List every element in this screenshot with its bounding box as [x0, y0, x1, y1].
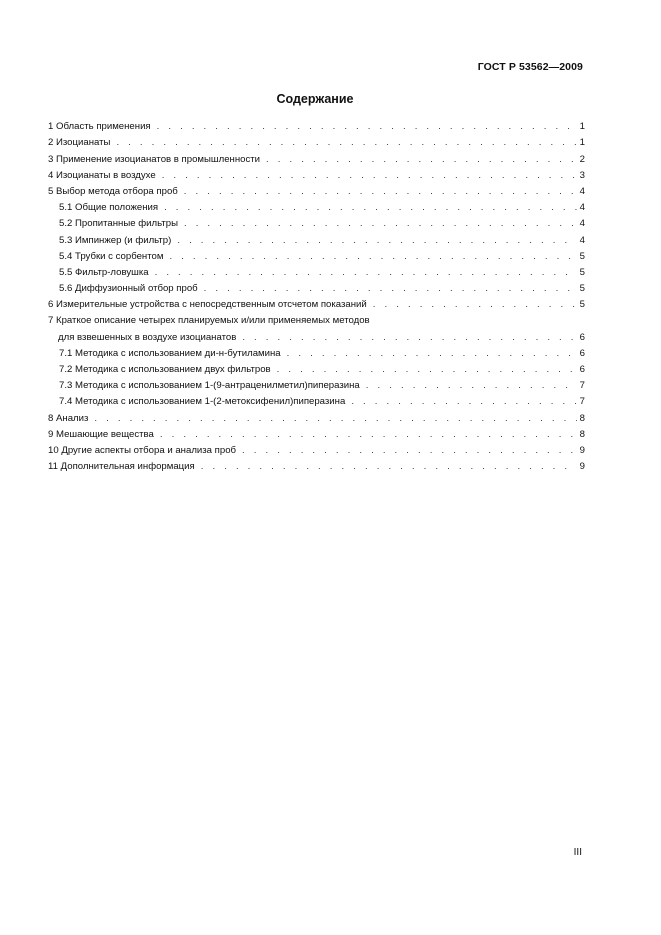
toc-entry-title: 7 Краткое описание четырех планируемых и/или применяемых методов [48, 315, 370, 327]
toc-leader-dots [158, 427, 577, 443]
toc-entry-title: 2 Изоцианаты [48, 137, 111, 149]
toc-entry-page: 4 [579, 202, 585, 214]
toc-entry-title: 5.6 Диффузионный отбор проб [59, 283, 198, 295]
toc-entry[interactable] [48, 410, 585, 426]
toc-leader-dots [160, 168, 577, 184]
table-of-contents [48, 119, 585, 475]
toc-entry-title: 3 Применение изоцианатов в промышленности [48, 153, 261, 165]
toc-subentry[interactable] [48, 281, 585, 297]
page-number: III [573, 847, 582, 858]
toc-entry-title: 11 Дополнительная информация [48, 461, 195, 473]
toc-entry[interactable] [48, 168, 585, 184]
toc-leader-dots [153, 265, 577, 281]
toc-entry-page: 6 [579, 364, 585, 375]
toc-entry-page: 7 [579, 396, 585, 408]
toc-entry-page: 4 [579, 234, 585, 246]
toc-entry-title: 5.2 Пропитанные фильтры [59, 218, 178, 230]
toc-leader-dots [285, 346, 577, 362]
toc-entry-page: 5 [579, 266, 585, 278]
toc-leader-dots [92, 411, 576, 427]
toc-leader-dots [202, 281, 577, 297]
toc-entry-page: 1 [579, 121, 585, 133]
toc-entry[interactable] [48, 427, 585, 443]
toc-entry-page: 3 [579, 169, 585, 181]
toc-entry-page: 2 [579, 153, 585, 165]
toc-entry-title: 1 Область применения [48, 121, 151, 133]
toc-entry-page: 5 [579, 299, 585, 311]
toc-entry-title: 5.3 Импинжер (и фильтр) [59, 234, 172, 246]
toc-leader-dots [199, 459, 577, 475]
toc-subentry[interactable] [48, 394, 585, 410]
toc-entry-page: 8 [579, 412, 585, 424]
toc-leader-dots [364, 378, 577, 394]
toc-entry-title: 4 Изоцианаты в воздухе [48, 169, 156, 181]
toc-entry-title: 7.2 Методика с использованием двух фильтров [59, 364, 271, 375]
toc-entry-title: 6 Измерительные устройства с непосредственным отсчетом показаний [48, 299, 367, 311]
toc-entry[interactable] [48, 119, 585, 135]
toc-leader-dots [175, 233, 576, 249]
toc-entry[interactable] [48, 443, 585, 459]
toc-subentry[interactable] [48, 232, 585, 248]
toc-entry-page: 4 [579, 185, 585, 197]
toc-title: Содержание [276, 92, 354, 106]
document-standard-id: ГОСТ Р 53562—2009 [477, 61, 583, 73]
toc-subentry[interactable] [48, 378, 585, 394]
toc-leader-dots [371, 297, 577, 313]
toc-entry-page: 9 [579, 444, 585, 456]
toc-entry-title: для взвешенных в воздухе изоцианатов [58, 331, 237, 343]
toc-leader-dots [167, 249, 576, 265]
toc-entry-page: 9 [579, 461, 585, 473]
toc-leader-dots [182, 184, 577, 200]
toc-entry-page: 8 [579, 428, 585, 440]
toc-entry-page: 1 [579, 137, 585, 149]
toc-entry[interactable] [48, 151, 585, 167]
toc-subentry[interactable] [48, 362, 585, 378]
toc-entry-multiline-continuation[interactable] [48, 329, 585, 345]
toc-leader-dots [275, 362, 577, 378]
toc-entry-title: 7.3 Методика с использованием 1-(9-антраценилметил)пиперазина [59, 380, 360, 392]
toc-subentry[interactable] [48, 346, 585, 362]
toc-entry[interactable] [48, 135, 585, 151]
toc-entry-title: 5.1 Общие положения [59, 202, 159, 214]
toc-leader-dots [162, 200, 577, 216]
toc-entry-title: 7.1 Методика с использованием ди-н-бутиламина [59, 347, 281, 359]
toc-subentry[interactable] [48, 249, 585, 265]
toc-entry-title: 7.4 Методика с использованием 1-(2-метоксифенил)пиперазина [59, 396, 346, 408]
toc-leader-dots [114, 135, 576, 151]
toc-entry-title: 5 Выбор метода отбора проб [48, 185, 178, 197]
toc-leader-dots [182, 216, 577, 232]
toc-entry-page: 6 [579, 331, 585, 343]
toc-subentry[interactable] [48, 265, 585, 281]
toc-leader-dots [240, 443, 577, 459]
toc-entry-page: 5 [579, 283, 585, 295]
toc-entry[interactable] [48, 459, 585, 475]
toc-entry-title: 8 Анализ [48, 412, 89, 424]
toc-entry[interactable] [48, 184, 585, 200]
toc-entry[interactable] [48, 297, 585, 313]
toc-entry-page: 7 [579, 380, 585, 392]
toc-entry-title: 10 Другие аспекты отбора и анализа проб [48, 444, 237, 456]
toc-entry-title: 9 Мешающие вещества [48, 428, 154, 440]
toc-leader-dots [349, 394, 576, 410]
toc-entry-title: 5.4 Трубки с сорбентом [59, 250, 164, 262]
toc-entry-page: 4 [579, 218, 585, 230]
toc-entry-multiline-first[interactable] [48, 313, 585, 329]
toc-entry-page: 5 [579, 250, 585, 262]
toc-subentry[interactable] [48, 200, 585, 216]
toc-leader-dots [264, 152, 577, 168]
toc-entry-page: 6 [579, 347, 585, 359]
toc-leader-dots [155, 119, 577, 135]
toc-entry-title: 5.5 Фильтр-ловушка [59, 266, 149, 278]
toc-subentry[interactable] [48, 216, 585, 232]
toc-leader-dots [240, 330, 576, 346]
